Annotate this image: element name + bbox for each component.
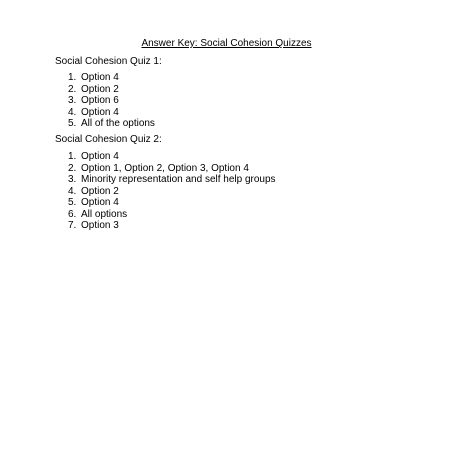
quiz-2-answer-list: [68, 151, 276, 232]
answer-number: 2.: [68, 162, 77, 174]
answer-text: Minority representation and self help groups: [81, 174, 276, 185]
answer-text: Option 3: [81, 220, 119, 231]
answer-number: 1.: [68, 72, 77, 83]
list-item: [68, 151, 276, 163]
answer-number: 5.: [68, 118, 77, 129]
list-item: [68, 186, 276, 198]
quiz-1-heading: Social Cohesion Quiz 1:: [55, 56, 162, 67]
quiz-1-answer-list: [68, 72, 155, 130]
answer-text: Option 2: [81, 83, 119, 95]
list-item: [68, 107, 155, 119]
answer-number: 4.: [68, 185, 77, 197]
answer-number: 5.: [68, 197, 77, 208]
list-item: [68, 72, 155, 84]
list-item: [68, 95, 155, 107]
answer-text: All of the options: [81, 118, 155, 129]
answer-text: All options: [81, 208, 128, 220]
answer-text: Option 6: [81, 95, 119, 106]
answer-number: 1.: [68, 151, 77, 162]
list-item: [68, 197, 276, 209]
answer-text: Option 4: [81, 151, 119, 162]
answer-number: 7.: [68, 220, 77, 231]
list-item: [68, 84, 155, 96]
list-item: [68, 174, 276, 186]
answer-number: 3.: [68, 174, 77, 185]
answer-number: 4.: [68, 106, 77, 118]
list-item: [68, 118, 155, 130]
answer-number: 6.: [68, 208, 77, 220]
answer-text: Option 4: [81, 106, 119, 118]
answer-text: Option 2: [81, 185, 119, 197]
list-item: [68, 209, 276, 221]
list-item: [68, 163, 276, 175]
answer-text: Option 1, Option 2, Option 3, Option 4: [81, 162, 249, 174]
answer-number: 2.: [68, 83, 77, 95]
answer-text: Option 4: [81, 72, 119, 83]
document-title: Answer Key: Social Cohesion Quizzes: [141, 38, 312, 49]
answer-number: 3.: [68, 95, 77, 106]
list-item: [68, 220, 276, 232]
quiz-2-heading: Social Cohesion Quiz 2:: [55, 134, 162, 145]
answer-text: Option 4: [81, 197, 119, 208]
